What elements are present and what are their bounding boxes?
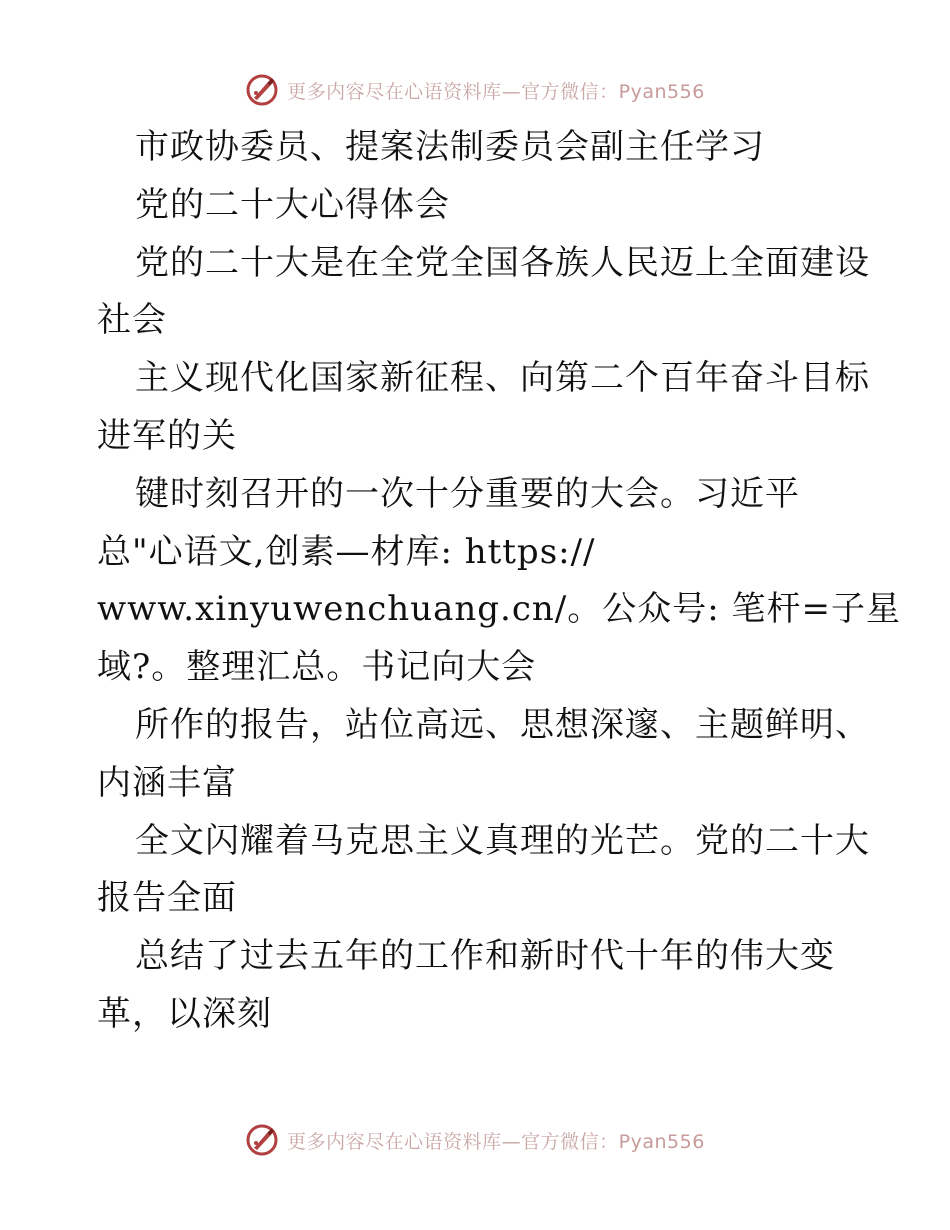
document-line: 进军的关 xyxy=(97,415,237,456)
document-line: 键时刻召开的一次十分重要的大会。习近平 xyxy=(135,473,800,514)
document-line: 主义现代化国家新征程、向第二个百年奋斗目标 xyxy=(135,358,870,399)
document-line: 党的二十大心得体会 xyxy=(135,184,450,225)
document-line: 全文闪耀着马克思主义真理的光芒。党的二十大 xyxy=(135,820,870,861)
footer-promo-label: 更多内容尽在心语资料库—官方微信： xyxy=(287,1130,619,1153)
document-body xyxy=(97,119,901,1044)
document-line: 社会 xyxy=(97,300,167,341)
header-wechat-id: Pyan556 xyxy=(618,80,705,103)
quill-circle-logo-icon xyxy=(245,73,279,107)
document-line: 内涵丰富 xyxy=(97,762,237,803)
footer-watermark-banner xyxy=(0,1120,950,1160)
document-line: www.xinyuwenchuang.cn/。公众号: 笔杆=子星 xyxy=(97,589,901,630)
header-watermark-banner xyxy=(0,70,950,110)
quill-circle-logo-icon xyxy=(245,1123,279,1157)
footer-promo-text xyxy=(287,1127,705,1154)
document-line: 域?。整理汇总。书记向大会 xyxy=(97,647,537,688)
document-line: 总结了过去五年的工作和新时代十年的伟大变 xyxy=(135,936,835,977)
header-promo-text xyxy=(287,77,705,104)
document-line: 所作的报告，站位高远、思想深邃、主题鲜明、 xyxy=(135,704,870,745)
document-line: 市政协委员、提案法制委员会副主任学习 xyxy=(135,127,765,167)
footer-wechat-id: Pyan556 xyxy=(618,1130,705,1153)
header-promo-label: 更多内容尽在心语资料库—官方微信： xyxy=(287,80,619,103)
document-line: 党的二十大是在全党全国各族人民迈上全面建设 xyxy=(135,242,870,283)
document-line: 总"心语文,创素—材库: https:// xyxy=(97,531,596,572)
document-line: 革，以深刻 xyxy=(97,993,272,1034)
document-line: 报告全面 xyxy=(97,878,237,919)
